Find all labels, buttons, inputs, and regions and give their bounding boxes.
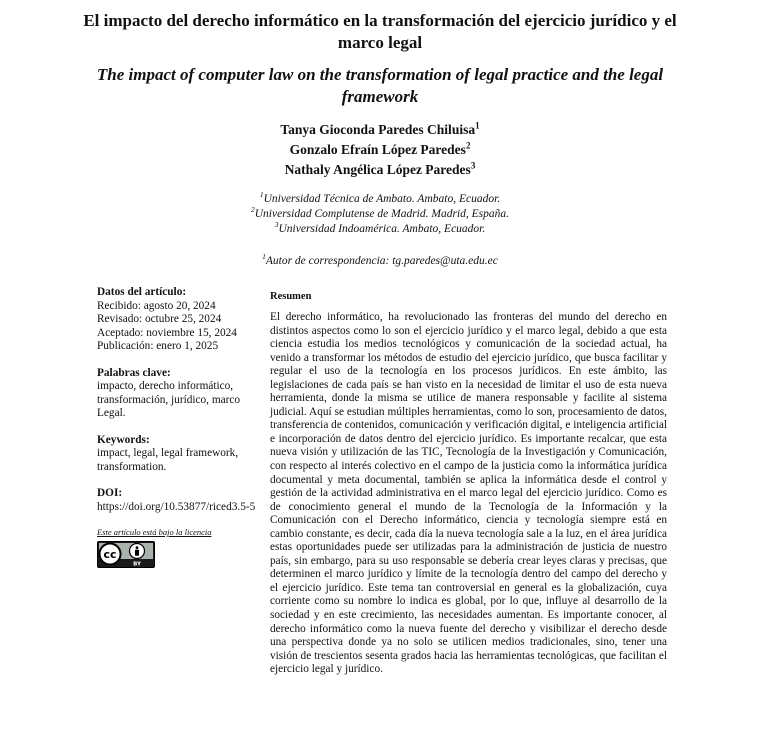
author-1: Tanya Gioconda Paredes Chiluisa$^1$ [280, 120, 480, 137]
article-dates-heading: Datos del artículo: [97, 286, 187, 298]
publication-date: Publicación: enero 1, 2025 [97, 340, 219, 352]
received-date: Recibido: agosto 20, 2024 [97, 299, 216, 312]
article-sidebar [97, 286, 257, 568]
license-block [97, 527, 257, 568]
revised-date: Revisado: octubre 25, 2024 [97, 313, 222, 325]
keywords-spanish [97, 367, 257, 421]
abstract-body: El derecho informático, ha revolucionado las fronteras del mundo del derecho en distintos aspectos como lo son el ejercicio jurídico y el marco legal, debido a que esta ciencia estudia los medios tecnológicos y comunicación de la sociedad actual, ha venido a transformar los métodos de estudio del ejercicio jurídico, que busca facilitar y regular el uso de la tecnología en los procesos jurídicos. En este ámbito, las legislaciones de cada país se han visto en la necesidad de limitar el uso de esta nueva herramienta, donde la misma se utilice de manera responsable y facilite al sistema judicial. Aquí se estudian múltiples herramientas, como lo son, procesamiento de datos, transferencia de contenidos, comunicación y verificación digital, e inteligencia artificial e incorporación de datos dentro del ejercicio jurídico. Es importante recalcar, que esta nueva visión y utilización de las TIC, Tecnología de la Investigación y Comunicación, con respecto al interés colectivo en el campo de la justicia como la informática jurídica documental y meta documental, también se aplica la informática desde el control y gestión de la actividad administrativa en el marco legal del ejercicio jurídico. Como es de conocimiento general el mundo de la Tecnología de la Información y la Comunicación con el Derecho informático, ciencia y tecnología siempre está en cambio constante, es decir, cada día la nueva tecnología sale a la luz, en el área jurídica estas oportunidades puede ser utilizadas para la administración de justicia de nuestro país, sin embargo, para su uso responsable se debería crear leyes claras y precisas, que determinen el marco jurídico y límite de la tecnología dentro del campo del derecho y el ejercicio jurídico. Este tema tan controversial en general es la globalización, cuya corriente como su nombre lo indica es global, por lo que, influye al desarrollo de la sociedad y en este crecimiento, las necesidades aumentan. Es importante conocer, al derecho informático como la nueva fuente del derecho y visibilizar el derecho desde una perspectiva donde ya no solo se utilicen medios tradicionales, sino, tener una visión de trescientos sesenta grados hacia las herramientas tecnológicas, que facilitan el ejercicio legal y jurídico. [270, 311, 667, 676]
doi-block [97, 487, 257, 514]
affiliation-1: $^1$Universidad Técnica de Ambato. Ambato, Ecuador. [259, 190, 501, 205]
license-note[interactable]: Este artículo está bajo la licencia [97, 527, 212, 537]
affiliation-3: $^3$Universidad Indoamérica. Ambato, Ecuador. [274, 220, 486, 235]
keywords-spanish-heading: Palabras clave: [97, 366, 171, 379]
abstract-section [270, 290, 667, 677]
doi-heading: DOI: [97, 487, 123, 499]
keywords-english [97, 434, 257, 475]
author-list [100, 120, 660, 180]
author-2: Gonzalo Efraín López Paredes$^2$ [289, 140, 471, 157]
cc-by-badge-graphic [97, 541, 155, 568]
author-3: Nathaly Angélica López Paredes$^3$ [284, 160, 476, 177]
accepted-date: Aceptado: noviembre 15, 2024 [97, 326, 237, 339]
keywords-english-text: impact, legal, legal framework, transformation. [97, 447, 239, 473]
title-english: The impact of computer law on the transformation of legal practice and the legal framework [96, 65, 664, 106]
correspondence: $^1$Autor de correspondencia: tg.paredes@uta.edu.ec [262, 252, 498, 267]
affiliation-list [100, 192, 660, 237]
article-dates [97, 286, 257, 354]
cc-by-license-icon[interactable] [97, 541, 155, 568]
keywords-english-heading: Keywords: [97, 433, 150, 446]
cc-badge-left-text: cc [103, 548, 117, 562]
affiliation-2: $^2$Universidad Complutense de Madrid. Madrid, España. [250, 205, 509, 220]
keywords-spanish-text: impacto, derecho informático, transformación, jurídico, marco Legal. [97, 380, 241, 419]
abstract-heading: Resumen [270, 291, 312, 302]
doi-link[interactable]: https://doi.org/10.53877/riced3.5-5 [97, 500, 256, 513]
cc-badge-right-text: BY [133, 561, 141, 568]
title-spanish: El impacto del derecho informático en la transformación del ejercicio jurídico y el marco legal [83, 11, 677, 52]
